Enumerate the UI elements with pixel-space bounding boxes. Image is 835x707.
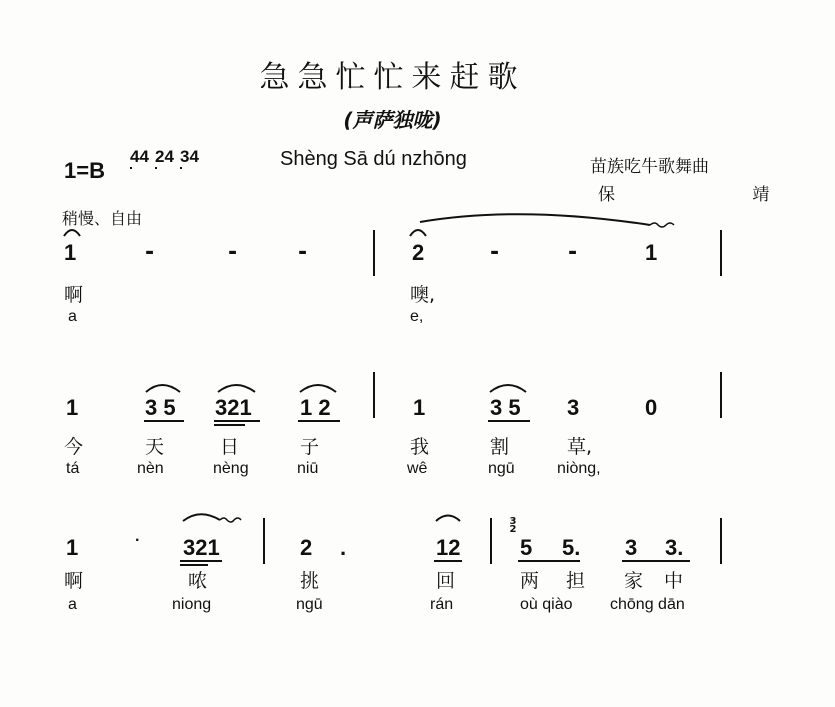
note: 1 <box>66 535 79 560</box>
lyric: 啊 <box>64 284 84 306</box>
note: 3 5 <box>145 395 176 420</box>
note: 2 <box>300 535 313 560</box>
barline <box>373 230 375 276</box>
meter-3 <box>180 148 198 165</box>
barline <box>263 518 265 564</box>
note: 0 <box>645 395 658 420</box>
slur <box>218 385 255 392</box>
lyric: 家 <box>624 570 644 592</box>
note: 1 <box>66 395 79 420</box>
note: 3 5 <box>490 395 521 420</box>
note: 3. <box>665 535 684 560</box>
grace-note <box>508 518 518 534</box>
lyric: 哝 <box>188 570 208 592</box>
note: 5. <box>562 535 581 560</box>
lyric: 回 <box>436 570 456 592</box>
slur <box>436 516 460 522</box>
meter-2-num: 2 <box>155 147 165 166</box>
pinyin: ngū <box>296 596 323 613</box>
barline <box>490 518 492 564</box>
lyric: 我 <box>410 436 430 458</box>
lyric: 今 <box>64 436 84 458</box>
slur <box>183 514 220 521</box>
lyric: 天 <box>145 436 165 458</box>
note: 12 <box>436 535 461 560</box>
note: 1 <box>645 240 658 265</box>
song-subtitle: (声萨独咙) <box>343 108 442 132</box>
meter-3-num: 3 <box>180 147 190 166</box>
lyric: 两 <box>520 570 540 592</box>
pinyin: où qiào <box>520 596 573 613</box>
slur <box>420 214 650 225</box>
note-dot: . <box>340 535 347 560</box>
slur <box>300 385 336 392</box>
note: 1 <box>64 240 77 265</box>
note: 1 2 <box>300 395 331 420</box>
meter-1 <box>130 148 148 165</box>
barline <box>720 230 722 276</box>
lyric: 挑 <box>300 570 320 592</box>
pinyin: nèn <box>137 460 164 477</box>
note: 5 <box>520 535 533 560</box>
barline <box>720 372 722 418</box>
pinyin: chōng dān <box>610 596 685 613</box>
note-dash: - <box>568 240 578 265</box>
pinyin: nèng <box>213 460 249 477</box>
meter-1-den: 4 <box>139 147 149 166</box>
lyric: 子 <box>300 436 320 458</box>
slur <box>490 385 526 392</box>
note-dot: · <box>135 532 141 549</box>
pinyin: wê <box>407 460 428 477</box>
grace-note-mid: 2 <box>509 524 517 535</box>
meter-2-den: 4 <box>164 147 174 166</box>
note: 1 <box>413 395 426 420</box>
lyric: 中 <box>664 570 684 592</box>
lyric: 割 <box>490 436 510 458</box>
barline <box>720 518 722 564</box>
song-title: 急急忙忙来赶歌 <box>259 60 526 95</box>
tempo-marking: 稍慢、自由 <box>62 209 143 228</box>
slur <box>146 385 180 392</box>
pinyin: niòng, <box>557 460 601 477</box>
note: 321 <box>183 535 220 560</box>
fermata-icon <box>64 230 80 236</box>
lyric: 草, <box>567 436 593 458</box>
pinyin: ngū <box>488 460 515 477</box>
song-source: 苗族吃牛歌舞曲 <box>590 157 709 177</box>
pinyin-title: Shèng Sā dú nzhōng <box>280 148 467 170</box>
time-signatures <box>130 148 200 194</box>
note-dash: - <box>490 240 500 265</box>
pinyin: e, <box>410 308 424 325</box>
key-signature: 1=B <box>64 158 105 183</box>
pinyin: a <box>68 308 77 325</box>
note: 2 <box>412 240 425 265</box>
note: 3 <box>625 535 638 560</box>
barline <box>373 372 375 418</box>
pinyin: niong <box>172 596 212 613</box>
note-dash: - <box>298 240 308 265</box>
pinyin: niū <box>297 460 319 477</box>
pinyin: tá <box>66 460 80 477</box>
lyric: 日 <box>220 436 240 458</box>
meter-1-num: 4 <box>130 147 140 166</box>
note-dash: - <box>145 240 155 265</box>
pinyin: rán <box>430 596 454 613</box>
pinyin: a <box>68 596 77 613</box>
lyric: 啊 <box>64 570 84 592</box>
song-region: 保 靖 <box>598 185 835 205</box>
meter-3-den: 4 <box>189 147 199 166</box>
lyric: 噢, <box>410 284 436 306</box>
grace-note-top: 3 <box>509 516 517 527</box>
trill-icon <box>220 518 241 522</box>
trill-icon <box>650 223 674 227</box>
fermata-icon <box>410 230 426 236</box>
note: 321 <box>215 395 252 420</box>
meter-2 <box>155 148 173 165</box>
note-dash: - <box>228 240 238 265</box>
note: 3 <box>567 395 580 420</box>
lyric: 担 <box>566 570 586 592</box>
